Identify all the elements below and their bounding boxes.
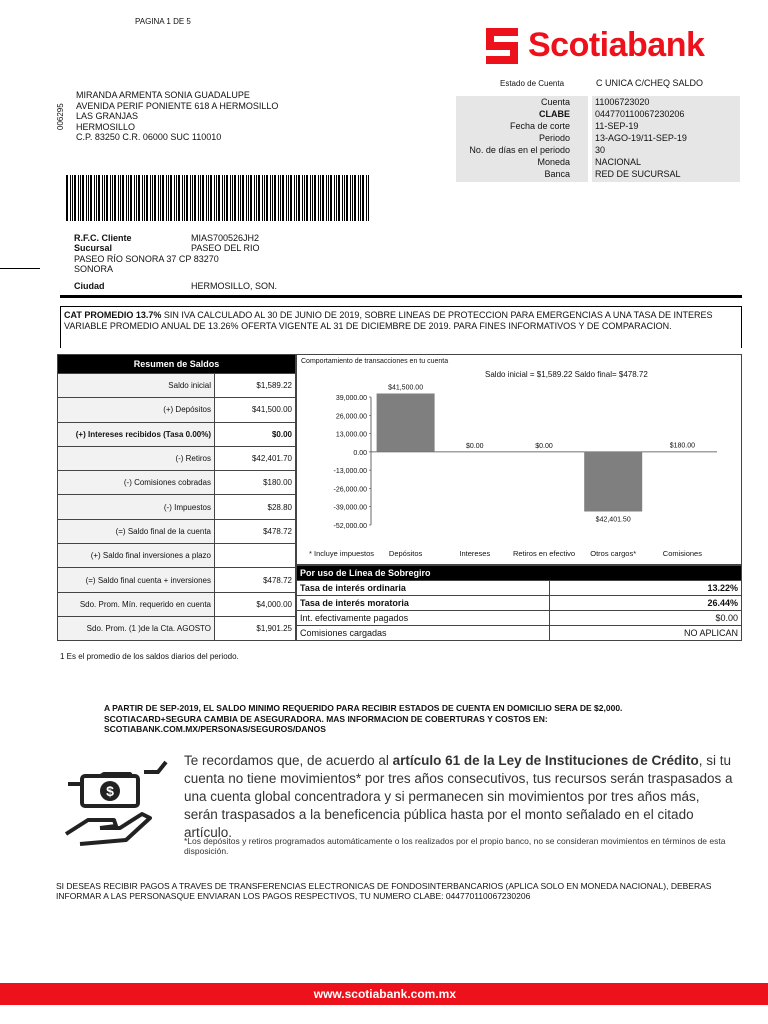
overdraft-label: Int. efectivamente pagados xyxy=(297,611,550,626)
address-line: C.P. 83250 C.R. 06000 SUC 110010 xyxy=(76,132,222,142)
dormant-account-text: Te recordamos que, de acuerdo al artículo 61 de la Ley de Instituciones de Crédito, si tu cuenta no tiene movimientos* por tres años consecutivos, tus recursos serán traspasados a una cuenta global concentradora y si permanecen sin movimientos por tres años más, serán traspasados a la beneficencia pública hasta por el monto señalado en el citado artículo. xyxy=(184,753,733,840)
chart-bar xyxy=(377,393,435,451)
statement-value: C UNICA C/CHEQ SALDO xyxy=(596,78,704,88)
summary-row xyxy=(58,374,296,398)
rfc-value: MIAS700526JH2 xyxy=(191,233,260,243)
minimum-balance-notice: A PARTIR DE SEP-2019, EL SALDO MINIMO REQUERIDO PARA RECIBIR ESTADOS DE CUENTA EN DOMICILIO SERA DE $2,000. SCOTIACARD+SEGURA CAMBIA DE ASEGURADORA. MAS INFORMACION DE COBERTURAS Y COSTOS EN: SCOTIABANK.COM.MX/PERSONAS/SEGUROS/DANOS xyxy=(104,703,623,734)
statement-label: Estado de Cuenta xyxy=(500,79,565,88)
summary-value: $41,500.00 xyxy=(215,398,296,422)
y-tick-label: -26,000.00 xyxy=(333,486,367,494)
cat-text: SIN IVA CALCULADO AL 30 DE JUNIO DE 2019, SOBRE LINEAS DE PROTECCION PARA EMERGENCIAS A UNA TASA DE INTERES VARIABLE PROMEDIO ANUAL DE 13.26% OFERTA VIGENTE AL 31 DE DICIEMBRE DE 2019. PARA FINES INFORMATIVOS Y DE COMPARACION. xyxy=(64,310,713,331)
dormant-account-notice xyxy=(56,750,736,860)
account-field-label: Periodo xyxy=(538,133,570,143)
sucursal-label: Sucursal xyxy=(74,243,113,253)
address-line: AVENIDA PERIF PONIENTE 618 A HERMOSILLO xyxy=(76,100,279,111)
y-tick-label: -52,000.00 xyxy=(333,523,367,530)
divider xyxy=(60,295,742,298)
chart-title: Comportamiento de transacciones en tu cuenta xyxy=(301,358,449,365)
overdraft-table xyxy=(296,565,742,641)
summary-value: $1,901.25 xyxy=(215,616,296,640)
summary-value: $4,000.00 xyxy=(215,592,296,616)
cat-notice xyxy=(60,306,742,348)
account-field-label: Moneda xyxy=(537,157,570,167)
overdraft-row xyxy=(297,611,742,626)
scotiabank-s-icon xyxy=(478,22,530,70)
summary-label: (-) Comisiones cobradas xyxy=(58,471,215,495)
summary-row xyxy=(58,422,296,446)
dollar-sign: $ xyxy=(106,783,114,799)
account-field-value: 11006723020 xyxy=(595,97,650,107)
address-line: LAS GRANJAS xyxy=(76,111,139,121)
clabe-notice: SI DESEAS RECIBIR PAGOS A TRAVES DE TRANSFERENCIAS ELECTRONICAS DE FONDOSINTERBANCARIOS (APLICA SOLO EN MONEDA NACIONAL), DEBERAS INFORMAR A LAS PERSONASQUE ENVIARAN LOS PAGOS RESPECTIVOS, TU NUMERO CLABE: 044770110067230206 xyxy=(56,881,712,901)
summary-title: Resumen de Saldos xyxy=(58,355,296,374)
summary-label: (+) Saldo final inversiones a plazo xyxy=(58,544,215,568)
summary-value: $180.00 xyxy=(215,471,296,495)
y-tick-label: 0.00 xyxy=(353,449,367,457)
account-field-value: 11-SEP-19 xyxy=(595,121,639,131)
summary-label: (+) Intereses recibidos (Tasa 0.00%) xyxy=(58,422,215,446)
summary-value: $1,589.22 xyxy=(215,374,296,398)
page-number: PAGINA 1 DE 5 xyxy=(135,17,191,26)
overdraft-title: Por uso de Línea de Sobregiro xyxy=(297,566,742,581)
balance-summary-table xyxy=(57,354,296,641)
overdraft-value: 13.22% xyxy=(550,581,742,596)
summary-label: (=) Saldo final de la cuenta xyxy=(58,519,215,543)
account-field-value: RED DE SUCURSAL xyxy=(595,169,681,179)
summary-value: $0.00 xyxy=(215,422,296,446)
y-tick-label: -39,000.00 xyxy=(333,504,367,512)
account-field-label: CLABE xyxy=(539,109,570,119)
y-tick-label: -13,000.00 xyxy=(333,468,367,476)
bar-data-label: $180.00 xyxy=(669,442,696,450)
bar-data-label: $0.00 xyxy=(535,442,553,450)
summary-label: Saldo inicial xyxy=(58,374,215,398)
summary-row xyxy=(58,446,296,470)
money-hand-icon xyxy=(60,754,180,854)
overdraft-label: Comisiones cargadas xyxy=(297,626,550,641)
summary-label: Sdo. Prom. (1 )de la Cta. AGOSTO xyxy=(58,616,215,640)
address-line: MIRANDA ARMENTA SONIA GUADALUPE xyxy=(76,90,250,100)
account-field-value: 13-AGO-19/11-SEP-19 xyxy=(595,133,687,143)
branch-address: PASEO RÍO SONORA 37 CP 83270 xyxy=(74,254,219,264)
account-field-label: No. de días en el periodo xyxy=(469,145,570,155)
summary-row xyxy=(58,544,296,568)
y-tick-label: 13,000.00 xyxy=(335,431,367,439)
footnote: 1 Es el promedio de los saldos diarios del periodo. xyxy=(60,652,239,661)
summary-label: (-) Impuestos xyxy=(58,495,215,519)
summary-label: (+) Depósitos xyxy=(58,398,215,422)
summary-value xyxy=(215,544,296,568)
x-tick-label: Comisiones xyxy=(662,549,702,558)
chart-bar xyxy=(584,452,642,512)
footer-url[interactable]: www.scotiabank.com.mx xyxy=(313,987,456,1001)
transactions-chart-svg xyxy=(297,355,743,566)
fold-mark xyxy=(0,268,40,269)
account-field-value: NACIONAL xyxy=(595,157,642,167)
chart-subtitle: Saldo inicial = $1,589.22 Saldo final= $478.72 xyxy=(485,370,648,379)
bar-data-label: $41,500.00 xyxy=(388,384,424,392)
branch-state: SONORA xyxy=(74,264,114,274)
summary-row xyxy=(58,471,296,495)
summary-row xyxy=(58,495,296,519)
summary-value: $28.80 xyxy=(215,495,296,519)
sucursal-value: PASEO DEL RIO xyxy=(191,243,260,253)
summary-label: Sdo. Prom. Mín. requerido en cuenta xyxy=(58,592,215,616)
overdraft-row xyxy=(297,596,742,611)
y-tick-label: 26,000.00 xyxy=(335,413,367,421)
overdraft-row xyxy=(297,626,742,641)
bar-data-label: $0.00 xyxy=(466,442,484,450)
account-field-label: Banca xyxy=(544,169,570,179)
summary-value: $478.72 xyxy=(215,519,296,543)
summary-value: $478.72 xyxy=(215,568,296,592)
bar-data-label: $42,401.50 xyxy=(595,516,631,524)
city-label: Ciudad xyxy=(74,281,105,291)
summary-row xyxy=(58,568,296,592)
cat-title: CAT PROMEDIO 13.7% xyxy=(64,310,162,320)
x-tick-label: Retiros en efectivo xyxy=(512,549,576,558)
mailing-address xyxy=(76,90,278,143)
y-tick-label: 39,000.00 xyxy=(335,395,367,402)
overdraft-label: Tasa de interés moratoria xyxy=(297,596,550,611)
overdraft-row xyxy=(297,581,742,596)
account-field-label: Cuenta xyxy=(540,97,570,107)
summary-row xyxy=(58,592,296,616)
brand-name: Scotiabank xyxy=(528,26,705,64)
overdraft-label: Tasa de interés ordinaria xyxy=(297,581,550,596)
address-line: HERMOSILLO xyxy=(76,121,136,132)
x-tick-label: Depósitos xyxy=(388,549,423,558)
x-tick-label: Otros cargos* xyxy=(590,549,637,558)
account-field-value: 30 xyxy=(595,145,606,155)
city-value: HERMOSILLO, SON. xyxy=(191,281,278,291)
scotiabank-logo xyxy=(470,20,740,70)
transactions-chart xyxy=(296,354,742,565)
summary-row xyxy=(58,616,296,640)
overdraft-value: NO APLICAN xyxy=(550,626,742,641)
summary-row xyxy=(58,398,296,422)
overdraft-value: $0.00 xyxy=(550,611,742,626)
footer-bar xyxy=(0,983,768,1005)
account-field-label: Fecha de corte xyxy=(509,121,570,131)
summary-value: $42,401.70 xyxy=(215,446,296,470)
summary-label: (-) Retiros xyxy=(58,446,215,470)
rfc-label: R.F.C. Cliente xyxy=(74,233,132,243)
summary-label: (=) Saldo final cuenta + inversiones xyxy=(58,568,215,592)
side-code: 006295 xyxy=(56,103,65,130)
x-tick-label: Intereses xyxy=(459,549,491,558)
summary-row xyxy=(58,519,296,543)
postal-barcode xyxy=(66,175,372,221)
account-field-value: 044770110067230206 xyxy=(595,109,685,119)
account-info-box xyxy=(456,96,740,182)
overdraft-value: 26.44% xyxy=(550,596,742,611)
chart-note: * Incluye impuestos xyxy=(309,549,375,558)
dormant-account-footnote: *Los depósitos y retiros programados automáticamente o los realizados por el propio banco, no se consideran movimientos en términos de esta disposición. xyxy=(184,836,726,856)
